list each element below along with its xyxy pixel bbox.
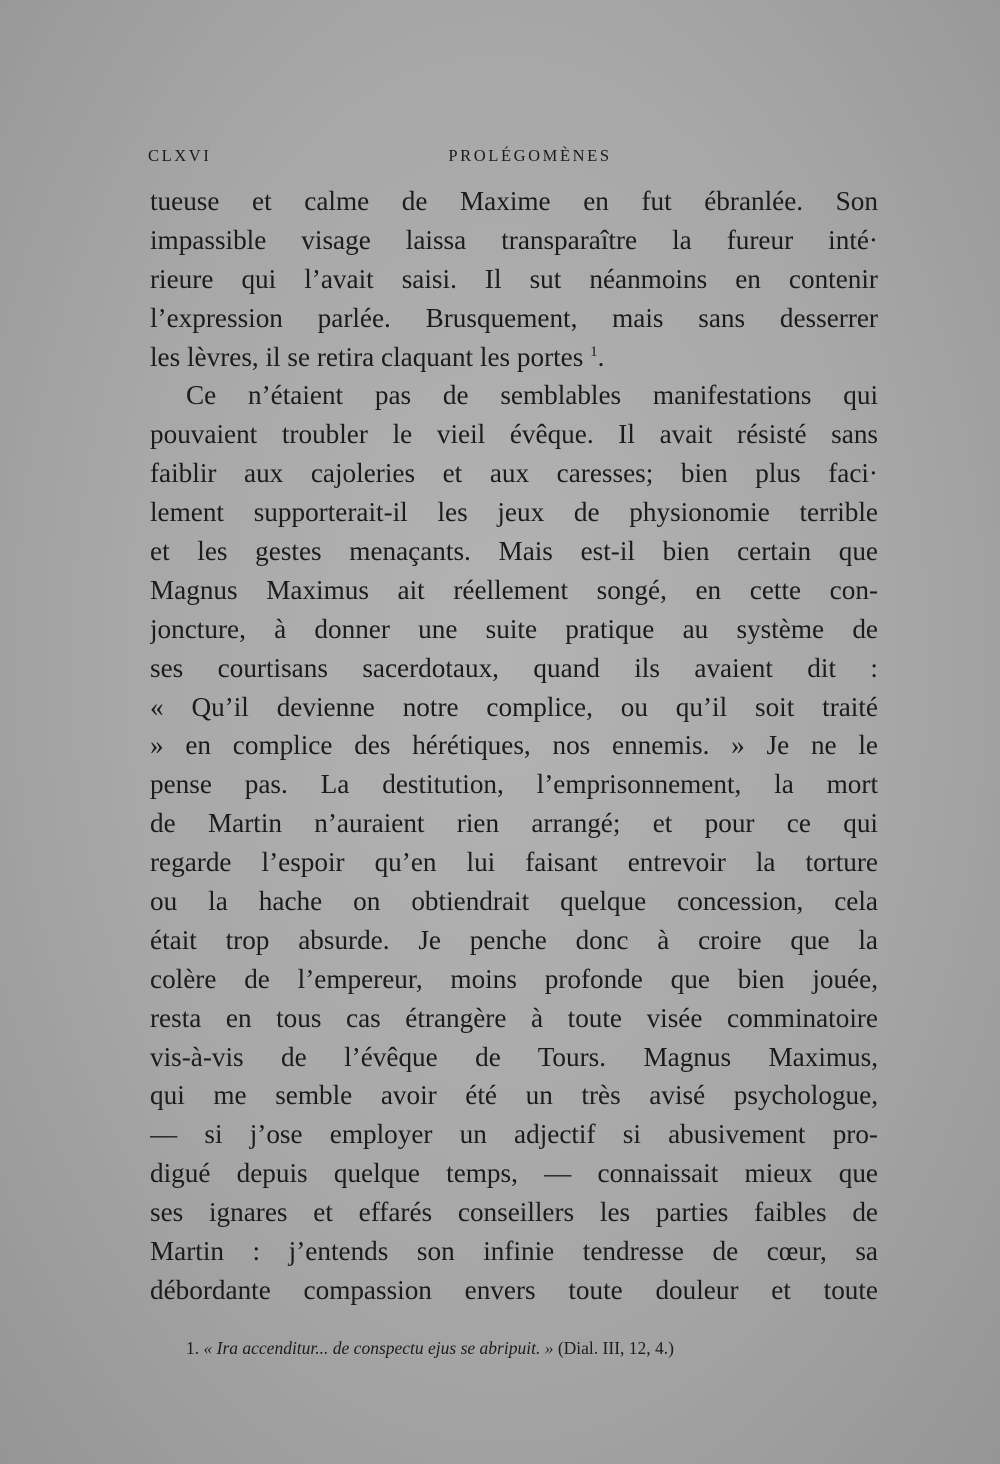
footnote-quote: « Ira accenditur... de conspectu ejus se abripuit. »	[203, 1338, 554, 1358]
text-line: ses courtisans sacerdotaux, quand ils avaient dit :	[150, 652, 878, 683]
text-line: Ce n’étaient pas de semblables manifestations qui	[186, 380, 878, 411]
text-line	[150, 338, 878, 377]
text-line: Magnus Maximus ait réellement songé, en cette con-	[150, 574, 878, 605]
text-line: faiblir aux cajoleries et aux caresses; bien plus faci·	[150, 458, 878, 489]
text-line: — si j’ose employer un adjectif si abusivement pro-	[150, 1119, 878, 1150]
text-line: impassible visage laissa transparaître la fureur inté·	[150, 224, 878, 255]
text-line: » en complice des hérétiques, nos ennemis. » Je ne le	[150, 730, 878, 761]
text-line: de Martin n’auraient rien arrangé; et pour ce qui	[150, 808, 878, 839]
text-line: était trop absurde. Je penche donc à croire que la	[150, 924, 878, 955]
footnote	[186, 1338, 836, 1359]
text-line: débordante compassion envers toute douleur et toute	[150, 1274, 878, 1305]
text-line: et les gestes menaçants. Mais est-il bien certain que	[150, 536, 878, 567]
text-line: Martin : j’entends son infinie tendresse de cœur, sa	[150, 1236, 878, 1267]
running-head	[148, 146, 878, 168]
text-line: vis-à-vis de l’évêque de Tours. Magnus Maximus,	[150, 1041, 878, 1072]
text-line: « Qu’il devienne notre complice, ou qu’il soit traité	[150, 691, 878, 722]
text-line: joncture, à donner une suite pratique au système de	[150, 613, 878, 644]
text-line: ou la hache on obtiendrait quelque concession, cela	[150, 886, 878, 917]
line-end-punctuation: .	[597, 341, 605, 372]
text-line: l’expression parlée. Brusquement, mais sans desserrer	[150, 302, 878, 333]
page-number: CLXVI	[148, 146, 212, 165]
footnote-number: 1.	[186, 1338, 200, 1358]
text-line: pense pas. La destitution, l’emprisonnement, la mort	[150, 769, 878, 800]
text-line: resta en tous cas étrangère à toute visée comminatoire	[150, 1002, 878, 1033]
running-title: PROLÉGOMÈNES	[448, 146, 612, 165]
text-line: pouvaient troubler le vieil évêque. Il avait résisté sans	[150, 419, 878, 450]
text-line: regarde l’espoir qu’en lui faisant entrevoir la torture	[150, 847, 878, 878]
text-line: rieure qui l’avait saisi. Il sut néanmoins en contenir	[150, 263, 878, 294]
text-line: digué depuis quelque temps, — connaissait mieux que	[150, 1158, 878, 1189]
text-line: ses ignares et effarés conseillers les parties faibles de	[150, 1197, 878, 1228]
text-line: colère de l’empereur, moins profonde que bien jouée,	[150, 963, 878, 994]
text-line-content: les lèvres, il se retira claquant les portes	[150, 341, 584, 372]
footnote-reference: 1	[590, 343, 598, 360]
text-line: tueuse et calme de Maxime en fut ébranlée. Son	[150, 186, 878, 216]
footnote-citation: (Dial. III, 12, 4.)	[557, 1338, 674, 1358]
text-line: lement supporterait-il les jeux de physionomie terrible	[150, 497, 878, 528]
text-line: qui me semble avoir été un très avisé psychologue,	[150, 1080, 878, 1111]
body-text	[150, 182, 878, 1310]
